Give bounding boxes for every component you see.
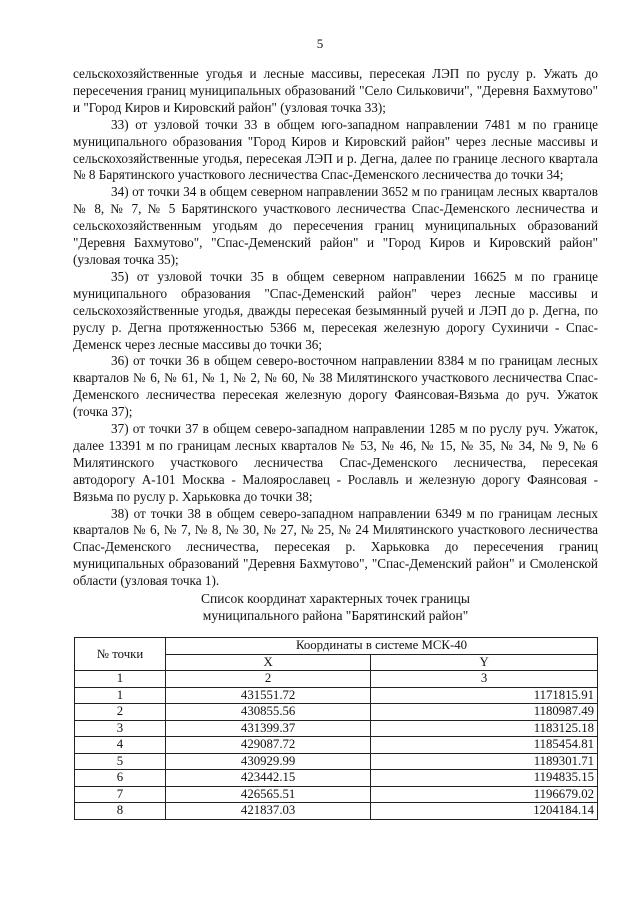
caption-line-2: муниципального района "Барятинский район" — [202, 608, 469, 623]
y-cell: 1180987.49 — [371, 704, 598, 721]
point-number-cell: 1 — [75, 687, 166, 704]
x-cell: 430929.99 — [166, 753, 371, 770]
paragraph-35: 35) от узловой точки 35 в общем северном направлении 16625 м по границе муниципального образования "Спас-Деменский район" через лесные массивы и сельскохозяйственные угодья, дважды пересекая безымянный ручей и ЛЭП до р. Дегна, по руслу р. Дегна протяженностью 5366 м, пересекая железную дорогу Сухиничи - Спас-Деменск через лесные массивы до точки 36; — [73, 268, 598, 352]
point-number-cell: 3 — [75, 720, 166, 737]
x-cell: 430855.56 — [166, 704, 371, 721]
x-cell: 423442.15 — [166, 770, 371, 787]
table-row — [75, 687, 598, 704]
page-number: 5 — [316, 36, 324, 51]
x-cell: 426565.51 — [166, 786, 371, 803]
index-row — [75, 671, 598, 688]
y-cell: 1189301.71 — [371, 753, 598, 770]
point-number-cell: 7 — [75, 786, 166, 803]
point-number-cell: 5 — [75, 753, 166, 770]
table-row — [75, 803, 598, 820]
header-x: X — [166, 654, 371, 671]
header-y: Y — [371, 654, 598, 671]
caption-line-1: Список координат характерных точек границы — [201, 591, 470, 606]
header-coordinate-system: Координаты в системе МСК-40 — [166, 638, 598, 655]
point-number-cell: 4 — [75, 737, 166, 754]
x-cell: 431551.72 — [166, 687, 371, 704]
table-row — [75, 737, 598, 754]
x-cell: 431399.37 — [166, 720, 371, 737]
table-row — [75, 720, 598, 737]
y-cell: 1171815.91 — [371, 687, 598, 704]
y-cell: 1194835.15 — [371, 770, 598, 787]
paragraph-36: 36) от точки 36 в общем северо-восточном направлении 8384 м по границам лесных кварталов № 6, № 61, № 1, № 2, № 60, № 38 Милятинского участкового лесничества Спас-Деменского лесничества пересекая железную дорогу Фаянсовая-Вязьма до руч. Ужаток (точка 37); — [73, 353, 598, 420]
y-cell: 1185454.81 — [371, 737, 598, 754]
paragraph-37: 37) от точки 37 в общем северо-западном направлении 1285 м по руслу руч. Ужаток, далее 13391 м по границам лесных кварталов № 53, № 46, № 15, № 35, № 34, № 9, № 6 Милятинского участкового лесничества Спас-Деменского лесничества, пересекая автодорогу А-101 Москва - Малоярославец - Рославль и железную дорогу Фаянсовая - Вязьма по руслу р. Харьковка до точки 38; — [73, 421, 598, 504]
paragraph-38: 38) от точки 38 в общем северо-западном направлении 6349 м по границам лесных кварталов № 6, № 7, № 8, № 30, № 27, № 25, № 24 Милятинского участкового лесничества Спас-Деменского лесничества, пересекая р. Харьковка до пересечения границ муниципальных образований "Деревня Бахмутово", "Спас-Деменский район" и Смоленской области (узловая точка 1). — [73, 505, 598, 589]
index-cell: 3 — [371, 671, 598, 688]
table-row — [75, 786, 598, 803]
y-cell: 1183125.18 — [371, 720, 598, 737]
x-cell: 421837.03 — [166, 803, 371, 820]
point-number-cell: 8 — [75, 803, 166, 820]
coordinates-table — [74, 637, 598, 820]
table-row — [75, 770, 598, 787]
point-number-cell: 6 — [75, 770, 166, 787]
paragraph-33: 33) от узловой точки 33 в общем юго-западном направлении 7481 м по границе муниципального образования "Город Киров и Кировский район" через лесные массивы и сельскохозяйственные угодья, пересекая ЛЭП и р. Дегна, далее по границе лесного квартала № 8 Барятинского участкового лесничества Спас-Деменского лесничества до точки 34; — [73, 116, 598, 183]
table-row — [75, 704, 598, 721]
header-point-number: № точки — [75, 638, 166, 671]
table-row — [75, 753, 598, 770]
paragraph-34: 34) от точки 34 в общем северном направлении 3652 м по границам лесных кварталов № 8, № 7, № 5 Барятинского участкового лесничества Спас-Деменского лесничества и сельскохозяйственным угодьям до пересечения границ муниципальных образований "Деревня Бахмутово", "Спас-Деменский район" и "Город Киров и Кировский район" (узловая точка 35); — [73, 184, 598, 267]
point-number-cell: 2 — [75, 704, 166, 721]
y-cell: 1196679.02 — [371, 786, 598, 803]
index-cell: 2 — [166, 671, 371, 688]
paragraph-continuation: сельскохозяйственные угодья и лесные массивы, пересекая ЛЭП по руслу р. Ужать до пересечения границ муниципальных образований "Село Сильковичи", "Деревня Бахмутово" и "Город Киров и Кировский район" (узловая точка 33); — [73, 66, 598, 115]
y-cell: 1204184.14 — [371, 803, 598, 820]
x-cell: 429087.72 — [166, 737, 371, 754]
index-cell: 1 — [75, 671, 166, 688]
table-caption — [73, 590, 598, 624]
boundary-description — [73, 66, 598, 590]
